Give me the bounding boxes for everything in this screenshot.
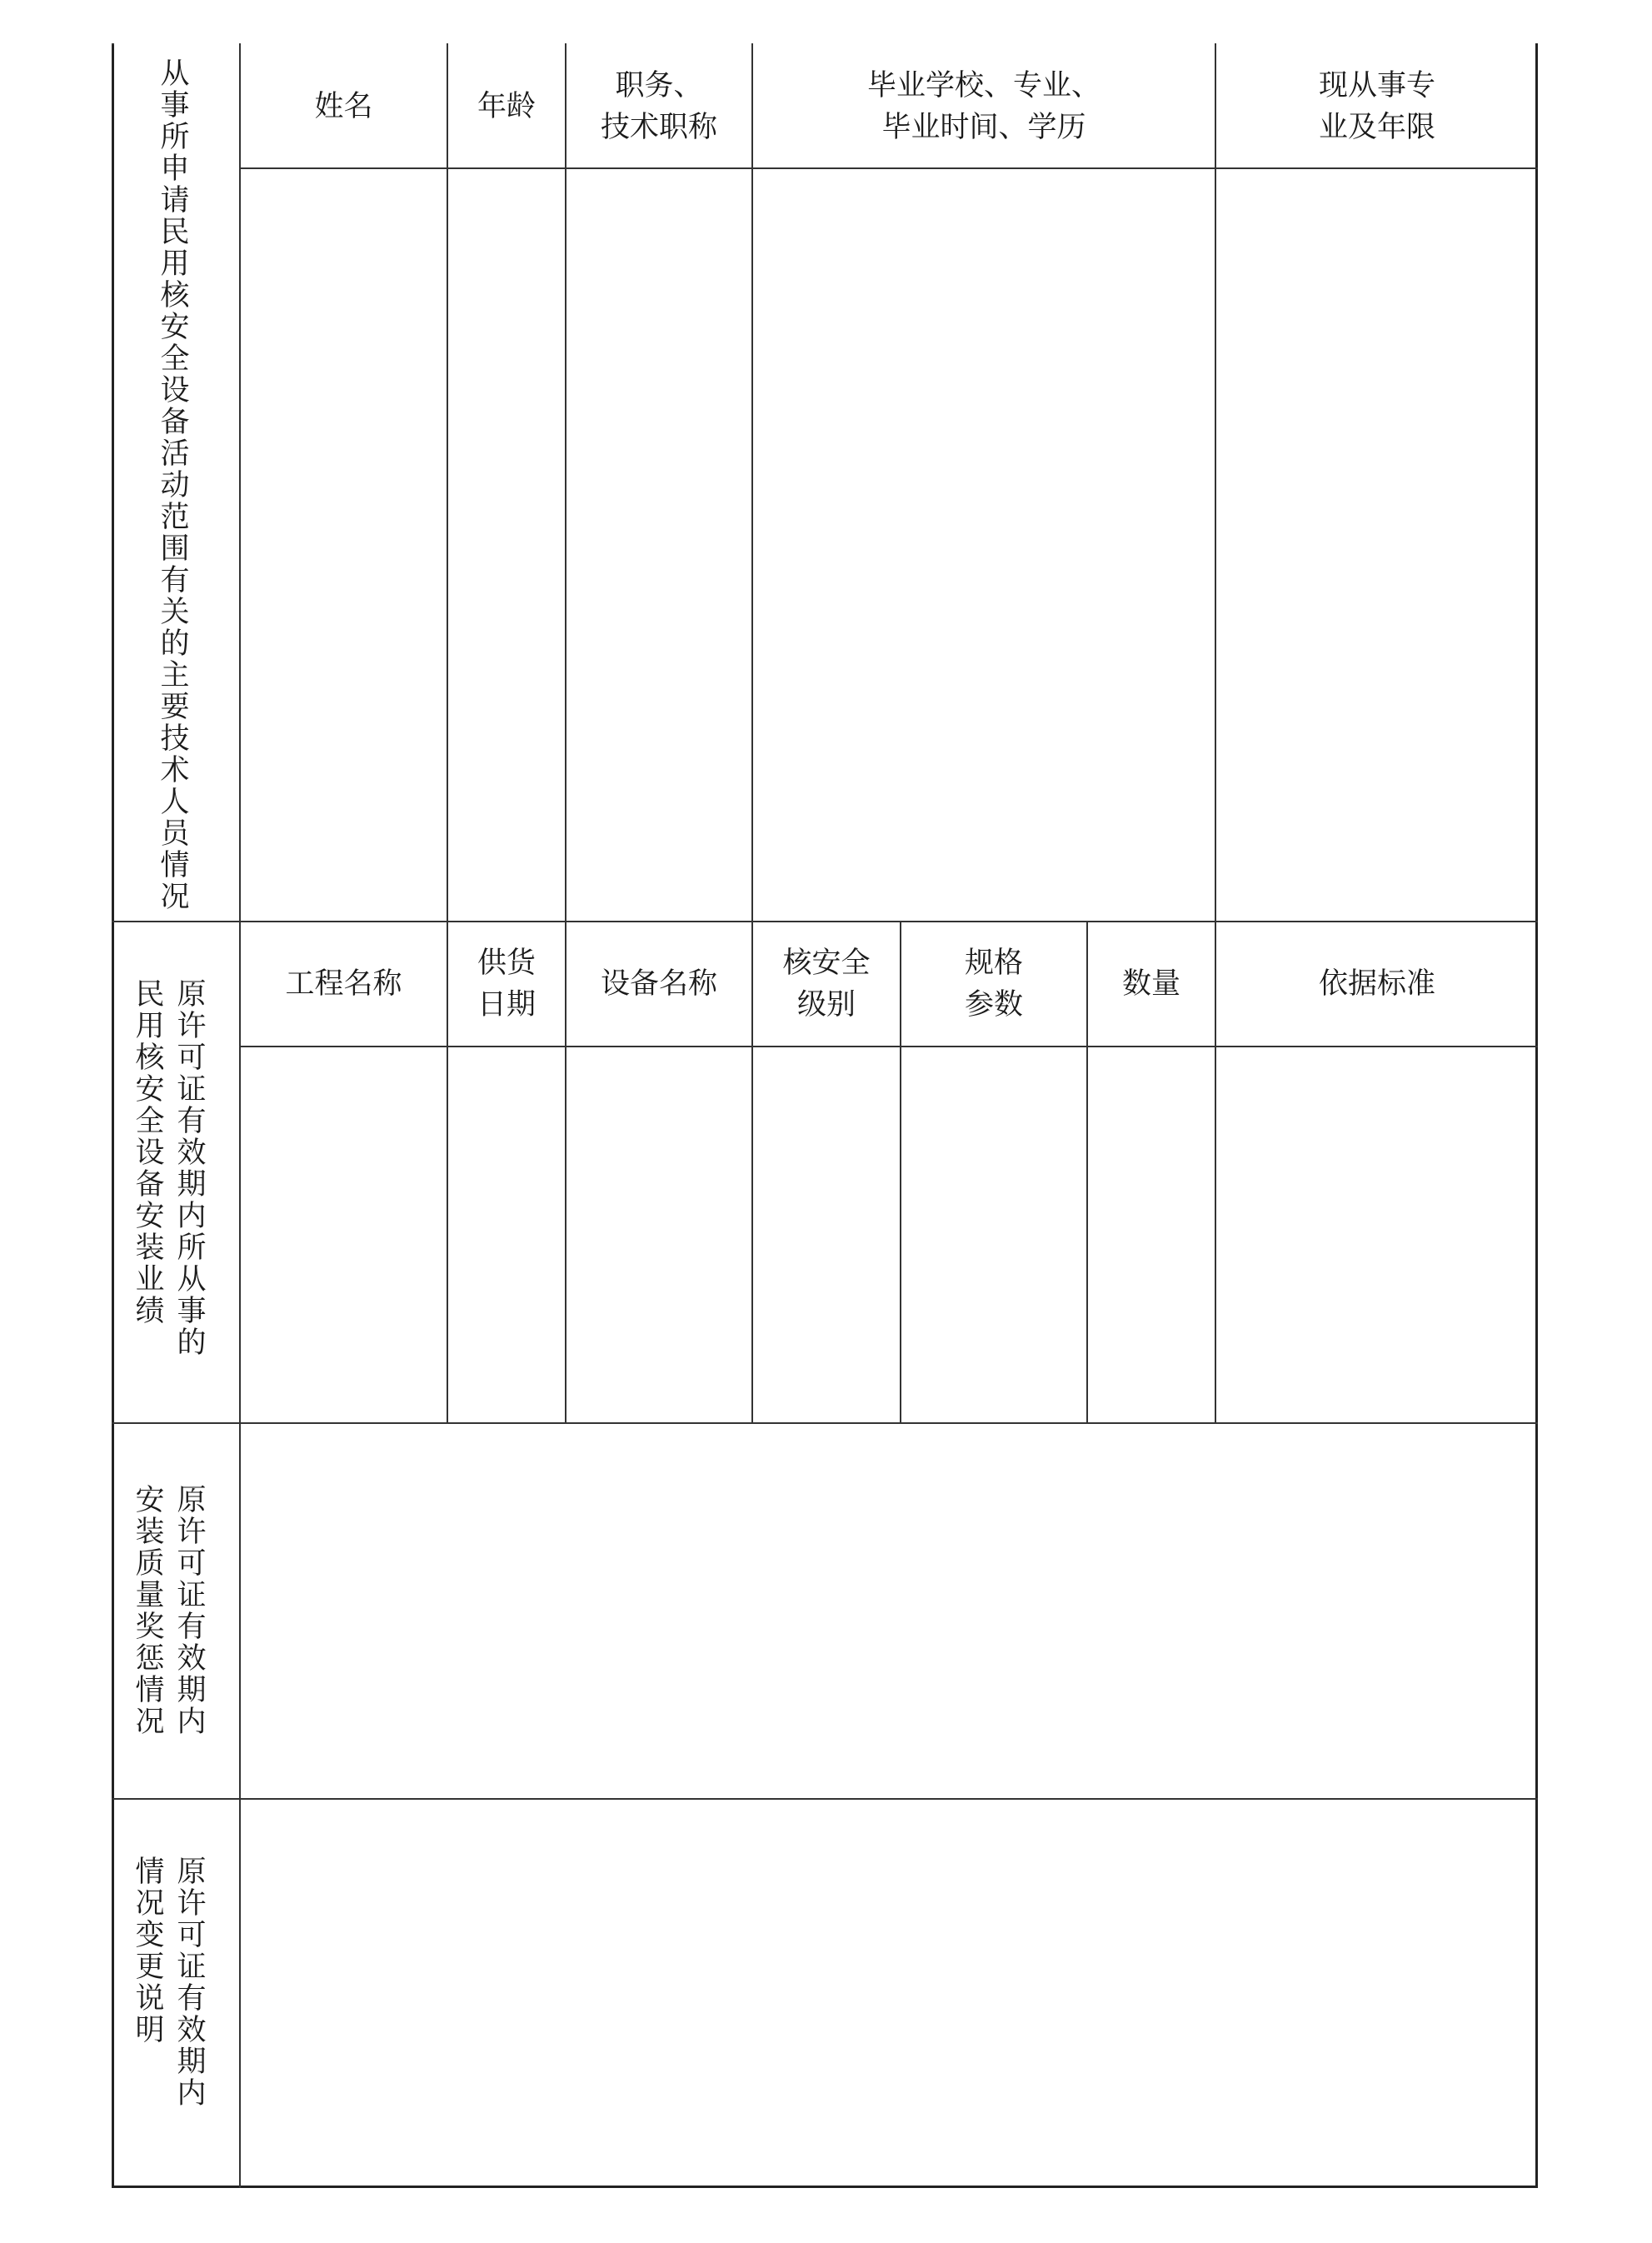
header-safety-class: 核安全 级别 [782, 947, 871, 1022]
header-equipment-name: 设备名称 [600, 967, 717, 1001]
vertical-label-char: 期 [177, 1674, 207, 1707]
vertical-label-char: 情 [135, 1856, 165, 1889]
vertical-label-char: 从 [160, 57, 190, 91]
vertical-label-char: 可 [177, 1919, 207, 1952]
column-divider [239, 43, 241, 2188]
header-quantity: 数量 [1121, 967, 1180, 1001]
performance-label-col1 [175, 979, 208, 1359]
vertical-label-char: 情 [135, 1674, 165, 1707]
vertical-label-char: 装 [135, 1231, 165, 1265]
vertical-label-char: 情 [160, 849, 190, 882]
vertical-label-char: 绩 [135, 1295, 165, 1328]
vertical-label-char: 要 [160, 691, 190, 724]
row-divider [239, 167, 1538, 169]
vertical-label-char: 请 [160, 184, 190, 217]
vertical-label-char: 用 [135, 1010, 165, 1043]
vertical-label-char: 安 [135, 1073, 165, 1107]
vertical-label-char: 用 [160, 247, 190, 281]
row-divider [239, 1046, 1538, 1047]
vertical-label-char: 许 [177, 1516, 207, 1549]
vertical-label-char: 惩 [135, 1642, 165, 1676]
vertical-label-char: 范 [160, 501, 190, 534]
quality-section-label [133, 1485, 208, 1738]
vertical-label-char: 民 [160, 216, 190, 249]
row-divider [112, 1422, 1538, 1424]
vertical-label-char: 更 [135, 1951, 165, 1984]
vertical-label-char: 动 [160, 469, 190, 502]
vertical-label-char: 证 [177, 1951, 207, 1984]
vertical-label-char: 术 [160, 754, 190, 787]
quality-label-col2 [133, 1485, 167, 1738]
vertical-label-char: 原 [177, 1484, 207, 1517]
vertical-label-char: 全 [160, 342, 190, 376]
vertical-label-char: 原 [177, 1856, 207, 1889]
vertical-label-char: 奖 [135, 1611, 165, 1644]
vertical-label-char: 内 [177, 1706, 207, 1739]
header-name: 姓名 [314, 89, 373, 123]
vertical-label-char: 许 [177, 1010, 207, 1043]
vertical-label-char: 事 [177, 1295, 207, 1328]
vertical-label-char: 人 [160, 786, 190, 819]
vertical-label-char: 量 [135, 1579, 165, 1612]
vertical-label-char: 证 [177, 1073, 207, 1107]
vertical-label-char: 效 [177, 2014, 207, 2047]
vertical-label-char: 装 [135, 1516, 165, 1549]
header-current-specialty: 现从事专 业及年限 [1318, 68, 1435, 144]
performance-label-col2 [133, 979, 167, 1359]
vertical-label-char: 事 [160, 89, 190, 122]
vertical-label-char: 有 [177, 1611, 207, 1644]
vertical-label-char: 的 [160, 627, 190, 661]
column-divider [565, 43, 566, 1422]
vertical-label-char: 所 [177, 1231, 207, 1265]
vertical-label-char: 有 [177, 1105, 207, 1138]
vertical-label-char: 关 [160, 596, 190, 629]
vertical-label-char: 期 [177, 1168, 207, 1201]
vertical-label-char: 主 [160, 659, 190, 692]
vertical-label-char: 可 [177, 1547, 207, 1581]
changes-label-col1 [175, 1856, 208, 2110]
vertical-label-char: 备 [160, 406, 190, 439]
vertical-label-char: 变 [135, 1919, 165, 1952]
personnel-section-label [158, 58, 192, 913]
vertical-label-char: 技 [160, 722, 190, 756]
vertical-label-char: 说 [135, 1982, 165, 2016]
vertical-label-char: 所 [160, 121, 190, 154]
header-education: 毕业学校、专业、 毕业时间、学历 [866, 68, 1101, 144]
vertical-label-char: 安 [135, 1484, 165, 1517]
vertical-label-char: 明 [135, 2014, 165, 2047]
vertical-label-char: 的 [177, 1326, 207, 1360]
vertical-label-char: 况 [135, 1887, 165, 1921]
header-standard: 依据标准 [1318, 967, 1435, 1001]
vertical-label-char: 业 [135, 1263, 165, 1296]
form-table-frame [112, 43, 1538, 2188]
vertical-label-char: 期 [177, 2046, 207, 2079]
vertical-label-char: 设 [135, 1136, 165, 1170]
vertical-label-char: 证 [177, 1579, 207, 1612]
column-divider [447, 43, 448, 1422]
vertical-label-char: 安 [135, 1200, 165, 1233]
vertical-label-char: 围 [160, 532, 190, 566]
changes-section-label [133, 1856, 208, 2110]
vertical-label-char: 备 [135, 1168, 165, 1201]
vertical-label-char: 效 [177, 1136, 207, 1170]
vertical-label-char: 设 [160, 374, 190, 407]
vertical-label-char: 内 [177, 1200, 207, 1233]
vertical-label-char: 申 [160, 152, 190, 186]
vertical-label-char: 况 [160, 881, 190, 914]
header-spec-params: 规格 参数 [964, 947, 1023, 1022]
column-divider [751, 43, 753, 1422]
vertical-label-char: 许 [177, 1887, 207, 1921]
column-divider [1215, 43, 1216, 1422]
vertical-label-char: 员 [160, 817, 190, 851]
header-project-name: 工程名称 [285, 967, 402, 1001]
vertical-label-char: 况 [135, 1706, 165, 1739]
header-age: 年龄 [477, 89, 536, 123]
header-position-title: 职务、 技术职称 [600, 68, 717, 144]
row-divider [112, 43, 114, 45]
vertical-label-char: 质 [135, 1547, 165, 1581]
vertical-label-char: 民 [135, 978, 165, 1012]
header-supply-date: 供货 日期 [477, 947, 536, 1022]
vertical-label-char: 内 [177, 2077, 207, 2111]
vertical-label-char: 有 [177, 1982, 207, 2016]
vertical-label-char: 核 [135, 1042, 165, 1075]
changes-label-col2 [133, 1856, 167, 2110]
vertical-label-char: 有 [160, 564, 190, 597]
performance-section-label [133, 979, 208, 1359]
vertical-label-char: 效 [177, 1642, 207, 1676]
vertical-label-char: 核 [160, 279, 190, 312]
vertical-label-char: 安 [160, 311, 190, 344]
vertical-label-char: 全 [135, 1105, 165, 1138]
vertical-label-char: 可 [177, 1042, 207, 1075]
quality-label-col1 [175, 1485, 208, 1738]
row-divider [112, 1798, 1538, 1800]
vertical-label-char: 原 [177, 978, 207, 1012]
vertical-label-char: 从 [177, 1263, 207, 1296]
vertical-label-char: 活 [160, 437, 190, 471]
